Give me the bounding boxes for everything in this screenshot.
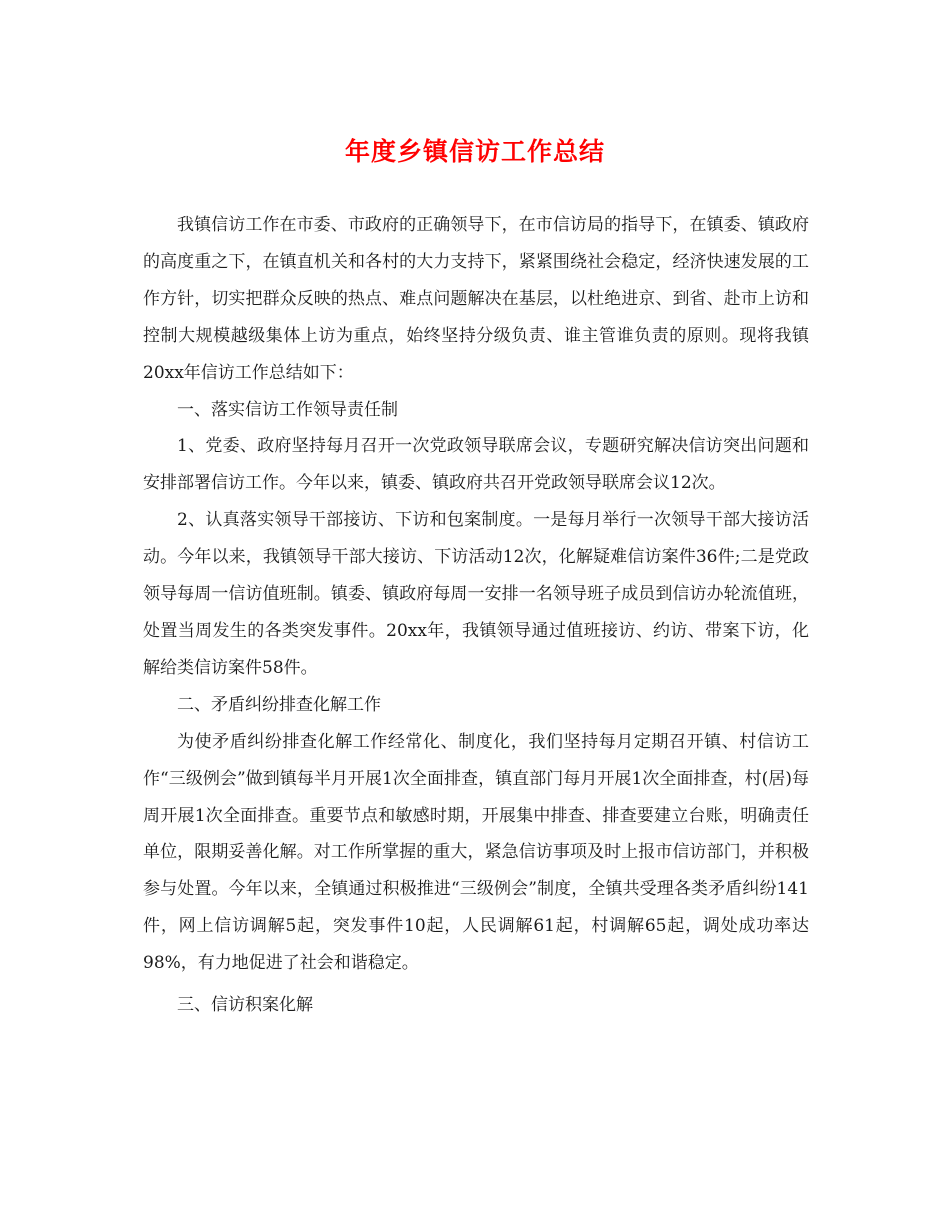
document-title: 年度乡镇信访工作总结 bbox=[344, 137, 605, 166]
section-heading-3: 三、信访积案化解 bbox=[177, 995, 313, 1016]
intro-paragraph: 我镇信访工作在市委、市政府的正确领导下，在市信访局的指导下，在镇委、镇政府的高度重之下，在镇直机关和各村的大力支持下，紧紧围绕社会稳定，经济快速发展的工作方针，切实把群众反映的热点、难点问题解决在基层，以杜绝进京、到省、赴市上访和控制大规模越级集体上访为重点，始终坚持分级负责、谁主管谁负责的原则。现将我镇20xx年信访工作总结如下： bbox=[143, 215, 809, 383]
document-body bbox=[143, 207, 809, 1024]
paragraph-item-2: 2、认真落实领导干部接访、下访和包案制度。一是每月举行一次领导干部大接访活动。今年以来，我镇领导干部大接访、下访活动12次，化解疑难信访案件36件;二是党政领导每周一信访值班制。镇委、镇政府每周一安排一名领导班子成员到信访办轮流值班，处置当周发生的各类突发事件。20xx年，我镇领导通过值班接访、约访、带案下访，化解给类信访案件58件。 bbox=[143, 510, 809, 678]
section-heading-1: 一、落实信访工作领导责任制 bbox=[177, 399, 398, 420]
paragraph-item-1: 1、党委、政府坚持每月召开一次党政领导联席会议，专题研究解决信访突出问题和安排部署信访工作。今年以来，镇委、镇政府共召开党政领导联席会议12次。 bbox=[143, 436, 809, 494]
section-heading-2: 二、矛盾纠纷排查化解工作 bbox=[177, 694, 381, 715]
paragraph-dispute-resolution: 为使矛盾纠纷排查化解工作经常化、制度化，我们坚持每月定期召开镇、村信访工作“三级例会”做到镇每半月开展1次全面排查，镇直部门每月开展1次全面排查，村(居)每周开展1次全面排查。重要节点和敏感时期，开展集中排查、排查要建立台账，明确责任单位，限期妥善化解。对工作所掌握的重大，紧急信访事项及时上报市信访部门，并积极参与处置。今年以来，全镇通过积极推进“三级例会”制度，全镇共受理各类矛盾纠纷141件，网上信访调解5起，突发事件10起，人民调解61起，村调解65起，调处成功率达98%，有力地促进了社会和谐稳定。 bbox=[143, 731, 809, 974]
